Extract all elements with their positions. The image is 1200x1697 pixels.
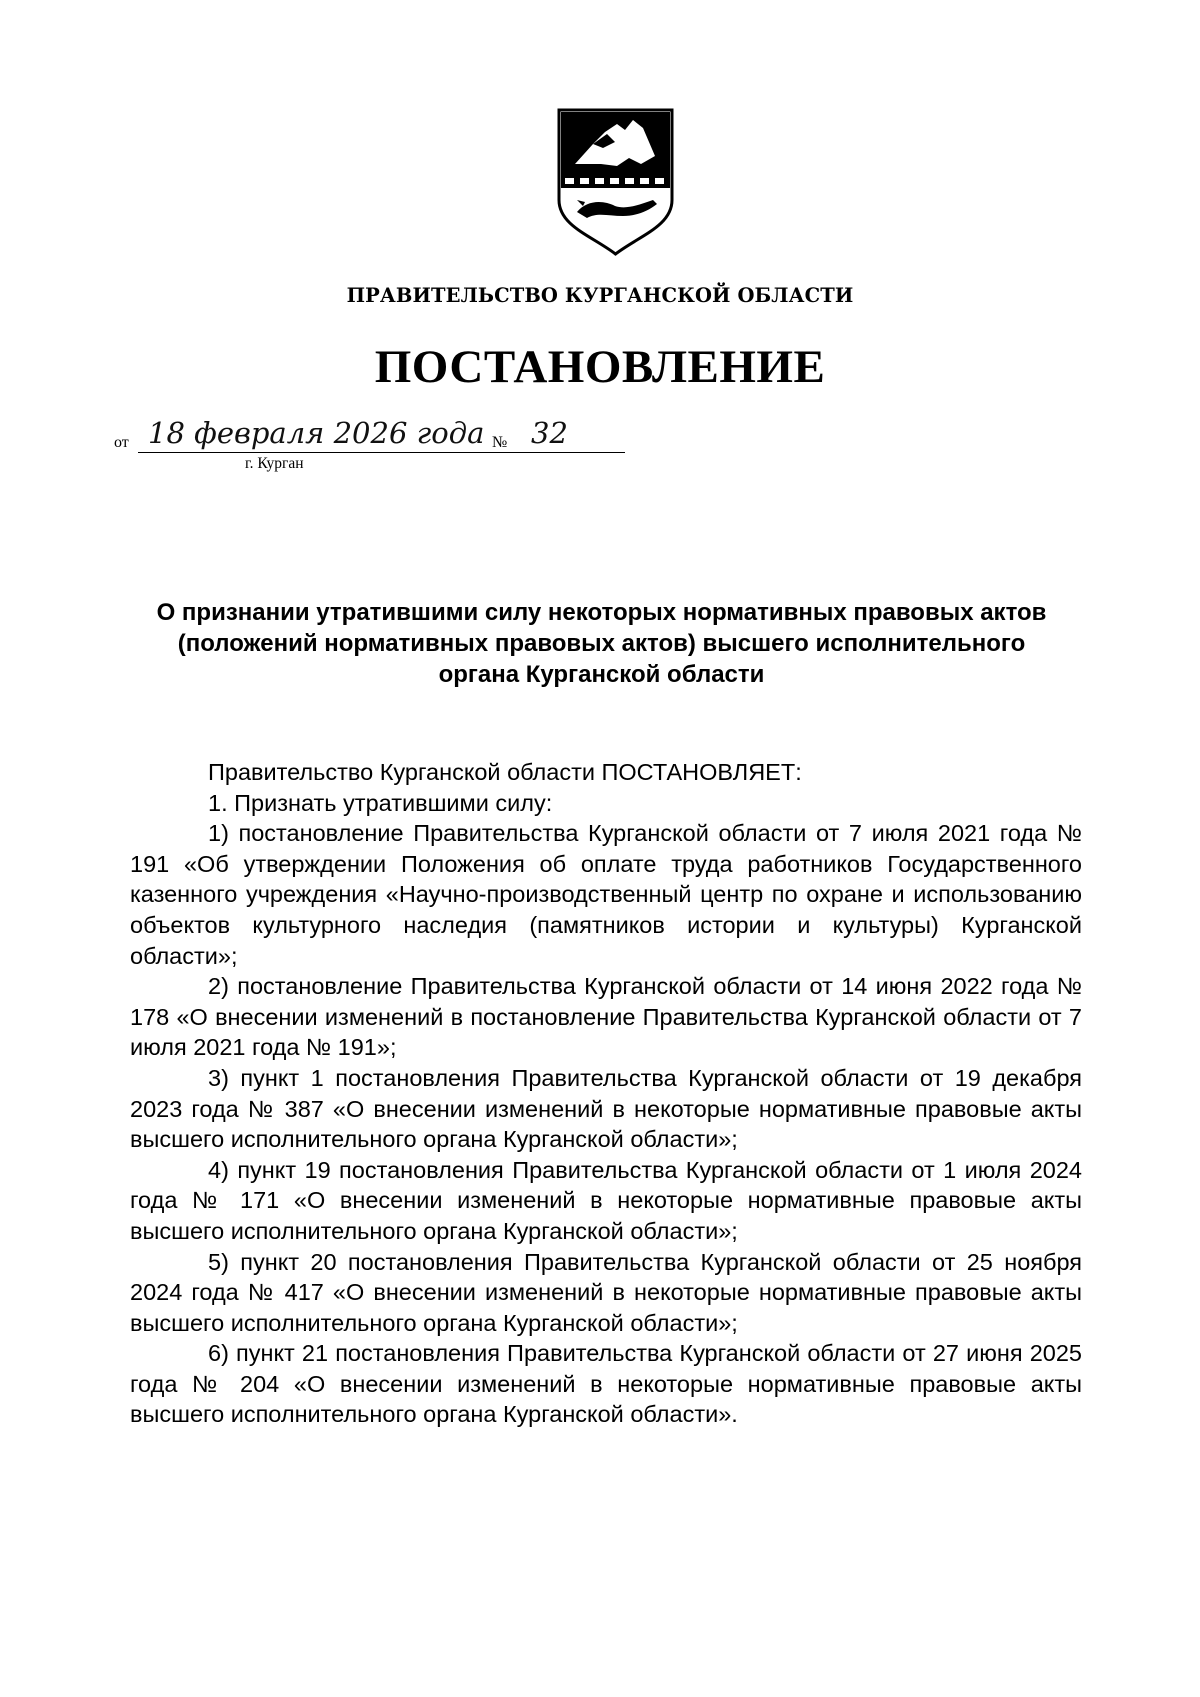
government-title: ПРАВИТЕЛЬСТВО КУРГАНСКОЙ ОБЛАСТИ (346, 284, 854, 307)
resolution-intro: Правительство Курганской области ПОСТАНОВЛЯЕТ: (208, 759, 802, 785)
subject-line: (положений нормативных правовых актов) высшего исполнительного (177, 630, 1026, 657)
list-item: 3) пункт 1 постановления Правительства Курганской области от 19 декабря 2023 года № 387 «О внесении изменений в некоторые нормативные правовые акты высшего исполнительного органа Курганской области»; (130, 1064, 1082, 1153)
document-body (130, 757, 1082, 1430)
handwritten-date: 18 февраля 2026 года (148, 416, 485, 450)
date-prefix-label: от (114, 434, 129, 451)
document-type-heading: ПОСТАНОВЛЕНИЕ (374, 341, 826, 393)
coat-of-arms-emblem (557, 108, 674, 256)
document-subject (120, 597, 1083, 690)
number-prefix-label: № (492, 434, 508, 451)
list-item: 4) пункт 19 постановления Правительства Курганской области от 1 июля 2024 года № 171 «О внесении изменений в некоторые нормативные правовые акты высшего исполнительного органа Курганской области»; (130, 1156, 1082, 1244)
clause-1: 1. Признать утратившими силу: (208, 789, 553, 816)
number-underline (517, 452, 625, 453)
list-item: 6) пункт 21 постановления Правительства Курганской области от 27 июня 2025 года № 204 «О внесении изменений в некоторые нормативные правовые акты высшего исполнительного органа Курганской области». (130, 1340, 1082, 1428)
list-item: 5) пункт 20 постановления Правительства Курганской области от 25 ноября 2024 года № 417 «О внесении изменений в некоторые нормативные правовые акты высшего исполнительного органа Курганской области»; (130, 1248, 1082, 1336)
subject-line: О признании утратившими силу некоторых нормативных правовых актов (156, 599, 1047, 626)
handwritten-number: 32 (531, 416, 568, 450)
list-item: 1) постановление Правительства Курганской области от 7 июля 2021 года № 191 «Об утверждении Положения об оплате труда работников Государственного казенного учреждения «Научно-производственный центр по охране и использованию объектов культурного наследия (памятников истории и культуры) Курганской области»; (130, 820, 1082, 969)
list-item: 2) постановление Правительства Курганской области от 14 июня 2022 года № 178 «О внесении изменений в постановление Правительства Курганской области от 7 июля 2021 года № 191»; (130, 973, 1082, 1061)
subject-line: органа Курганской области (438, 661, 765, 688)
date-number-row (114, 416, 634, 480)
city-label: г. Курган (245, 455, 304, 472)
